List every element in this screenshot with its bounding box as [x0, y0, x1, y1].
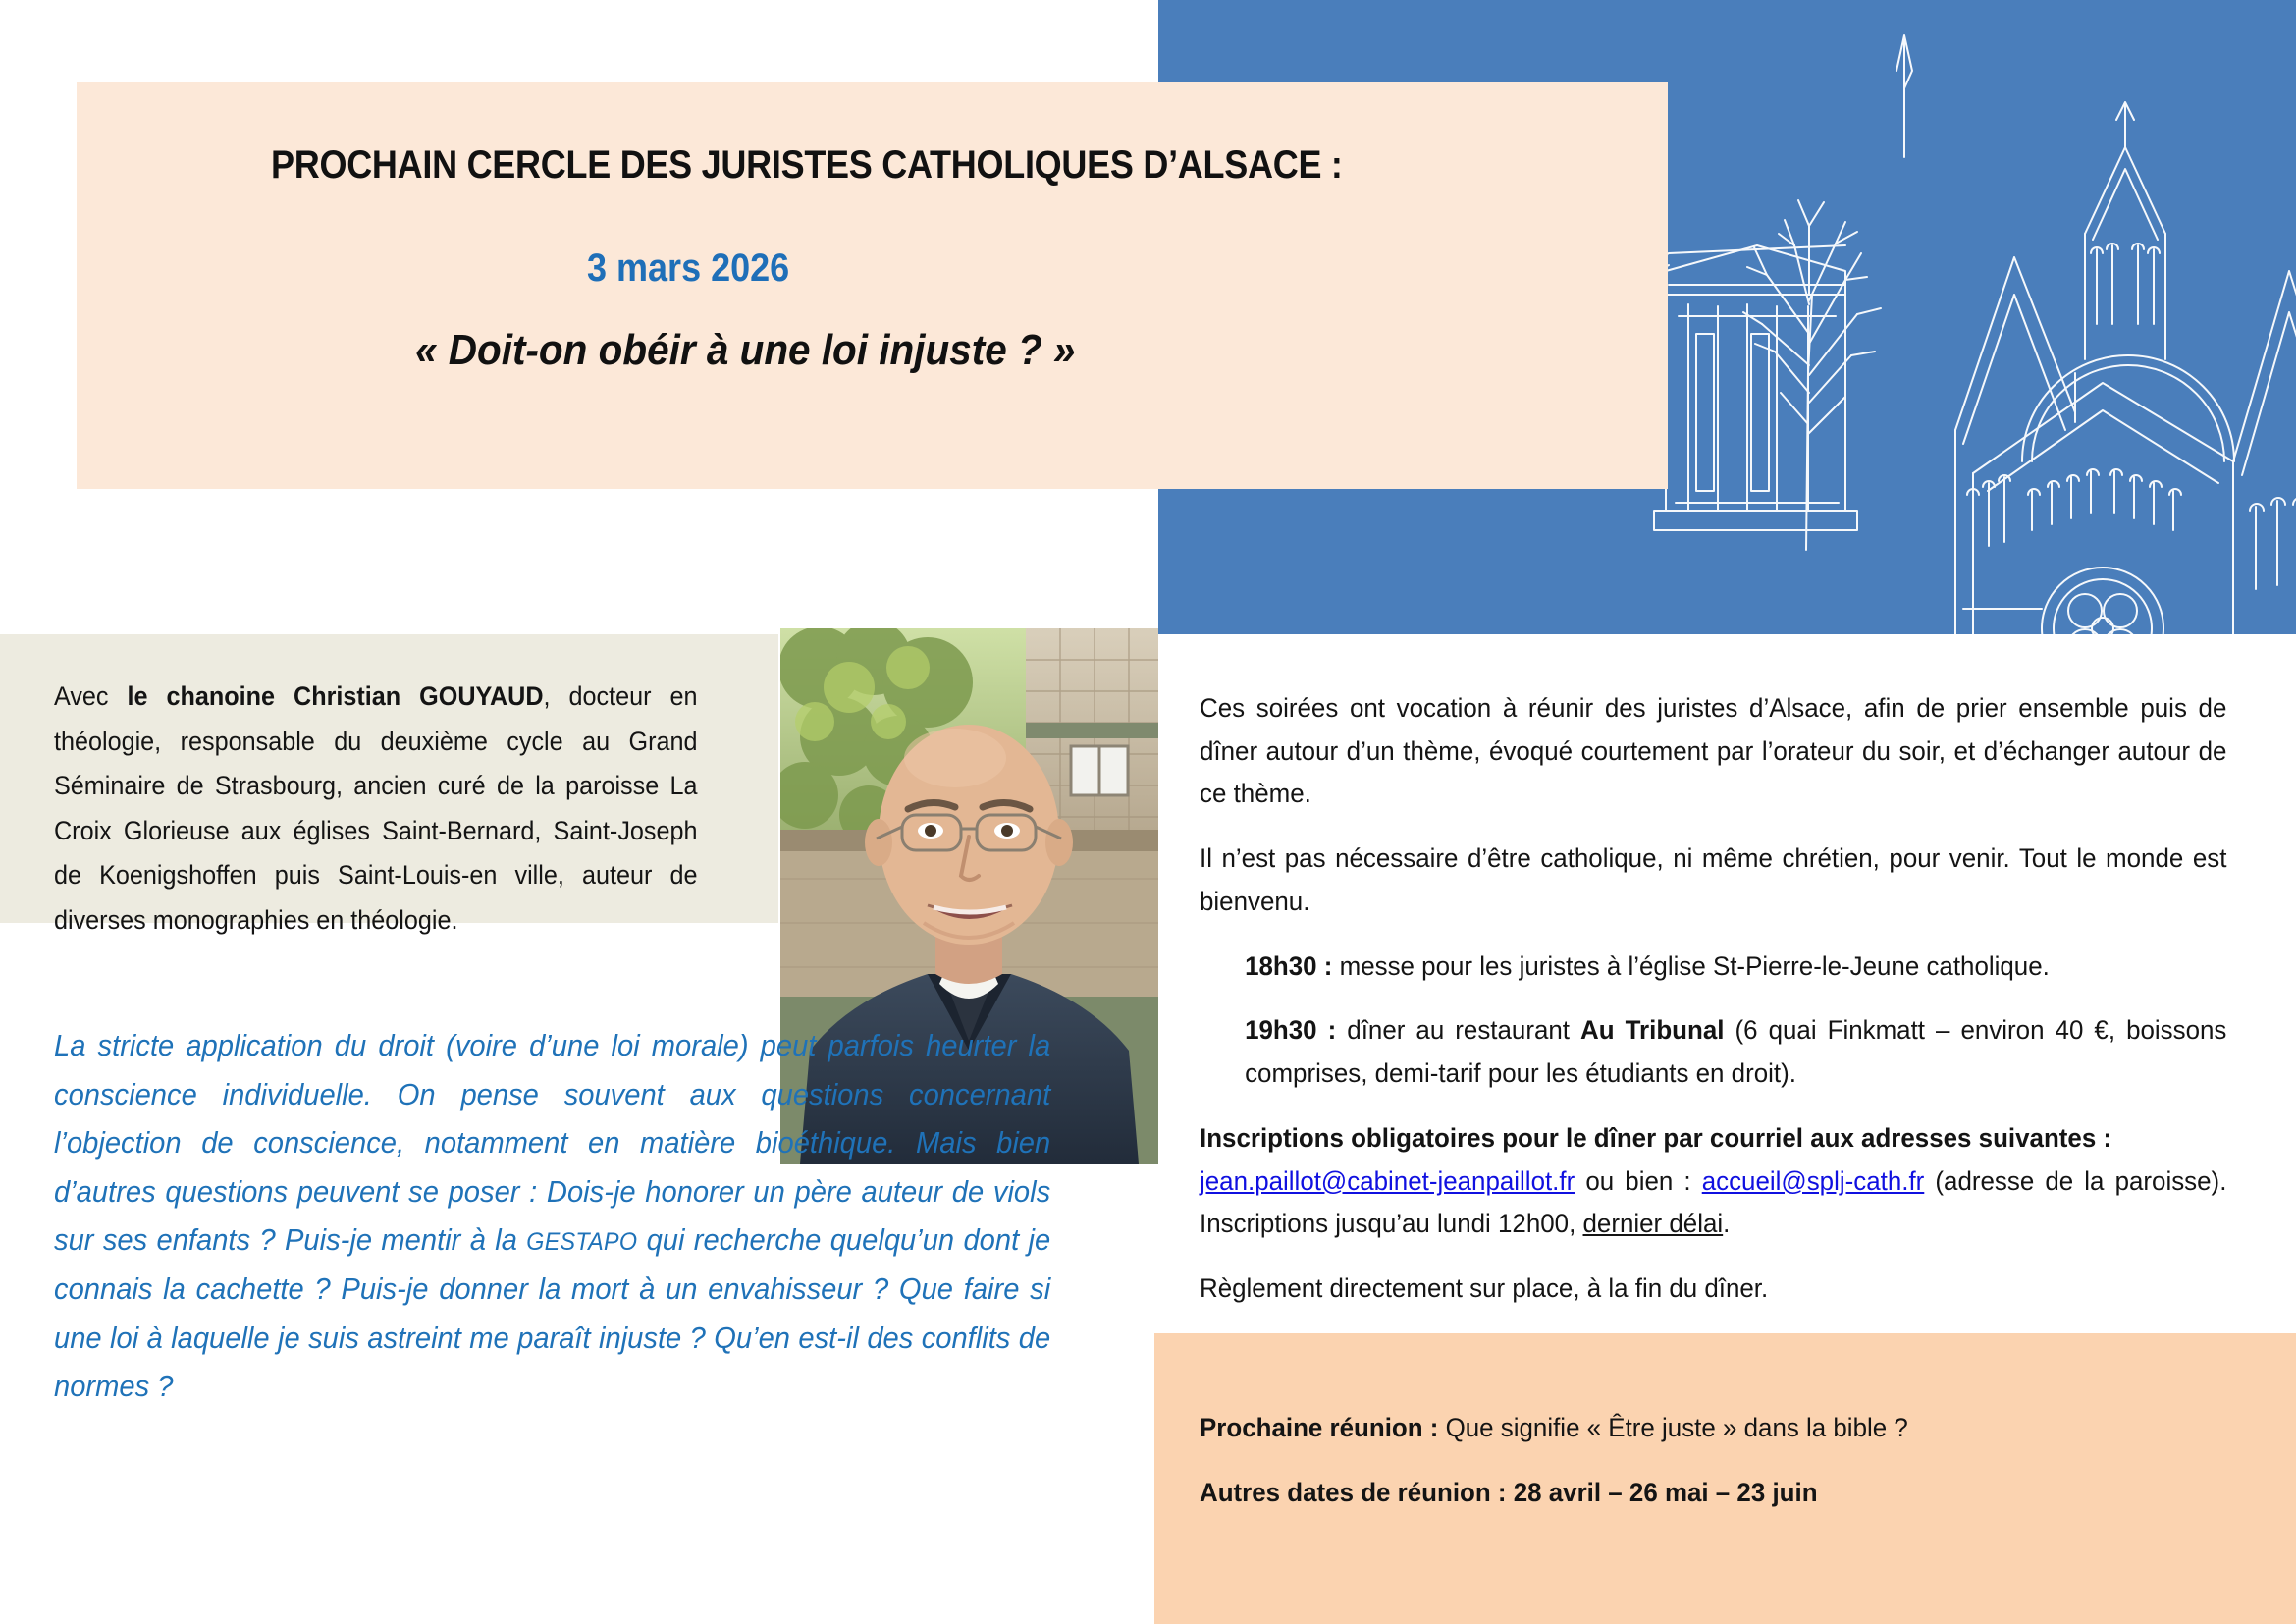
quote-gestapo: GESTAPO [526, 1229, 638, 1257]
other-dates-line [1200, 1472, 2217, 1515]
next-meeting-label: Prochaine réunion : [1200, 1413, 1439, 1442]
registration-deadline: dernier délai [1582, 1209, 1724, 1239]
next-meeting-line [1200, 1407, 2217, 1450]
schedule-dinner-text-a: dîner au restaurant [1336, 1015, 1581, 1046]
payment-note: Règlement directement sur place, à la fin du dîner. [1200, 1273, 1769, 1304]
registration-block [1200, 1117, 2226, 1246]
schedule-item-mass [1245, 946, 2226, 989]
info-paragraph-1: Ces soirées ont vocation à réunir des juristes d’Alsace, afin de prier ensemble puis de dîner autour d’un thème, évoqué courtement par l’orateur du soir, et d’échanger autour de ce thème. [1200, 693, 2227, 809]
registration-tail-a: (adresse de la paroisse). Inscriptions jusqu’au lundi 12h00, [1200, 1165, 2227, 1239]
schedule-item-dinner [1245, 1009, 2226, 1095]
next-meetings-box [1154, 1333, 2296, 1624]
email-separator: ou bien : [1575, 1165, 1702, 1196]
speaker-bio-text [54, 675, 698, 943]
schedule-mass-text: messe pour les juristes à l’église St-Pierre-le-Jeune catholique. [1332, 950, 2050, 981]
quote-part-1: La stricte application du droit (voire d’une loi morale) peut parfois heurter la conscience individuelle. On pense souvent aux questions concernant l’objection de conscience, notamment en matière bioéthique. Mais bien d’autres questions peuvent se poser : Dois-je honorer un père auteur de viols sur ses enfants ? Puis-je mentir à la [54, 1028, 1051, 1258]
email-link-accueil-splj[interactable]: accueil@splj-cath.fr [1701, 1165, 1925, 1196]
event-theme: « Doit-on obéir à une loi injuste ? » [415, 326, 1076, 374]
schedule-mass-time: 18h30 : [1245, 950, 1333, 981]
other-dates-text: Autres dates de réunion : 28 avril – 26 mai – 23 juin [1200, 1477, 1818, 1507]
event-date: 3 mars 2026 [587, 246, 790, 290]
info-paragraph-2: Il n’est pas nécessaire d’être catholique, ni même chrétien, pour venir. Tout le monde est bienvenu. [1200, 843, 2227, 916]
bio-rest: , docteur en théologie, responsable du deuxième cycle au Grand Séminaire de Strasbourg, ancien curé de la paroisse La Croix Glorieuse aux églises Saint-Bernard, Saint-Joseph de Koenigshoffen puis Saint-Louis-en ville, auteur de diverses monographies en théologie. [54, 681, 698, 935]
schedule-dinner-text-b: (6 quai Finkmatt – environ 40 €, boissons comprises, demi-tarif pour les étudiants en droit). [1245, 1015, 2227, 1089]
quote-part-2: qui recherche quelqu’un dont je connais la cachette ? Puis-je donner la mort à un envahisseur ? Que faire si une loi à laquelle je suis astreint me paraît injuste ? Qu’en est-il des conflits de normes ? [54, 1222, 1051, 1404]
registration-heading: Inscriptions obligatoires pour le dîner par courriel aux adresses suivantes : [1200, 1122, 2112, 1153]
speaker-bio-box [0, 634, 778, 935]
theme-quote [54, 1021, 1050, 1411]
page-title: PROCHAIN CERCLE DES JURISTES CATHOLIQUES D’ALSACE : [271, 143, 1343, 187]
schedule-dinner-time: 19h30 : [1245, 1015, 1337, 1046]
event-info-column [1200, 687, 2226, 1311]
header-box [77, 82, 1668, 489]
speaker-name: le chanoine Christian GOUYAUD [127, 681, 544, 711]
dinner-venue-name: Au Tribunal [1580, 1015, 1725, 1046]
bio-intro-prefix: Avec [54, 681, 128, 711]
email-link-jean-paillot[interactable]: jean.paillot@cabinet-jeanpaillot.fr [1200, 1165, 1575, 1196]
next-meeting-value: Que signifie « Être juste » dans la bible ? [1438, 1413, 1908, 1442]
next-meetings-text [1200, 1407, 2217, 1536]
registration-tail-b: . [1723, 1209, 1731, 1239]
